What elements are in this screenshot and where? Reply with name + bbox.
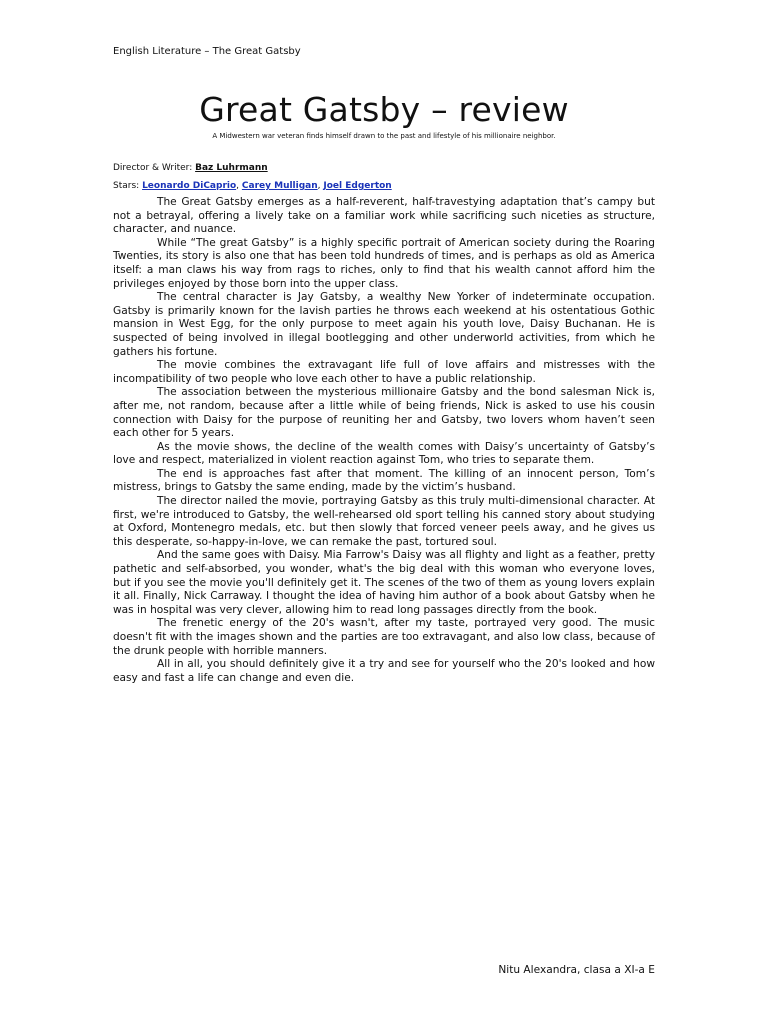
star-link-joel-edgerton[interactable]: Joel Edgerton	[323, 181, 392, 191]
paragraph: All in all, you should definitely give it a try and see for yourself who the 20's looked and how easy and fast a life can change and even die.	[113, 658, 655, 684]
stars-separator: ,	[317, 181, 324, 191]
star-link-leonardo-dicaprio[interactable]: Leonardo DiCaprio	[142, 181, 237, 191]
footer-author: Nitu Alexandra, clasa a XI-a E	[498, 964, 655, 976]
paragraph: The frenetic energy of the 20's wasn't, after my taste, portrayed very good. The music doesn't fit with the images shown and the parties are too extravagant, and also low class, because of the drunk people with horrible manners.	[113, 617, 655, 657]
star-link-carey-mulligan[interactable]: Carey Mulligan	[241, 181, 318, 191]
director-credit	[113, 163, 268, 173]
paragraph: The director nailed the movie, portraying Gatsby as this truly multi-dimensional character. At first, we're introduced to Gatsby, the well-rehearsed old sport telling his canned story about studying at Oxford, Montenegro medals, etc. but then slowly that forced veneer peels away, and he gives us this desperate, so-happy-in-love, we can remake the past, tortured soul.	[113, 495, 655, 548]
review-body	[113, 196, 655, 685]
paragraph: As the movie shows, the decline of the wealth comes with Daisy’s uncertainty of Gatsby’s love and respect, materialized in violent reaction against Tom, who tries to separate them.	[113, 440, 655, 467]
paragraph: While “The great Gatsby” is a highly specific portrait of American society during the Roaring Twenties, its story is also one that has been told hundreds of times, and is perhaps as old as America itself: a man claws his way from rags to riches, only to find that his wealth cannot afford him the privileges enjoyed by those born into the upper class.	[113, 236, 655, 290]
stars-credit	[113, 181, 392, 191]
paragraph: And the same goes with Daisy. Mia Farrow's Daisy was all flighty and light as a feather, pretty pathetic and self-absorbed, you wonder, what's the big deal with this woman who everyone loves, but if you see the movie you'll definitely get it. The scenes of the two of them as young lovers explain it all. Finally, Nick Carraway. I thought the idea of having him author of a book about Gatsby when he was in hospital was very clever, allowing him to read long passages directly from the book.	[113, 549, 655, 616]
director-name: Baz Luhrmann	[195, 163, 268, 173]
tagline: A Midwestern war veteran finds himself drawn to the past and lifestyle of his millionaire neighbor.	[212, 132, 556, 140]
running-header: English Literature – The Great Gatsby	[113, 46, 301, 57]
page-title: Great Gatsby – review	[199, 90, 569, 129]
stars-separator: ,	[236, 181, 242, 191]
paragraph: The Great Gatsby emerges as a half-reverent, half-travestying adaptation that’s campy but not a betrayal, offering a lively take on a familiar work while sacrificing such niceties as structure, character, and nuance.	[113, 196, 655, 236]
paragraph: The movie combines the extravagant life full of love affairs and mistresses with the incompatibility of two people who love each other to have a public relationship.	[113, 359, 655, 385]
paragraph: The end is approaches fast after that moment. The killing of an innocent person, Tom’s mistress, brings to Gatsby the same ending, made by the victim’s husband.	[113, 467, 655, 494]
paragraph: The central character is Jay Gatsby, a wealthy New Yorker of indeterminate occupation. Gatsby is primarily known for the lavish parties he throws each weekend at his ostentatious Gothic mansion in West Egg, for the only purpose to meet again his youth love, Daisy Buchanan. He is suspected of being involved in illegal bootlegging and other underworld activities, from which he gathers his fortune.	[113, 291, 655, 358]
paragraph: The association between the mysterious millionaire Gatsby and the bond salesman Nick is, after me, not random, because after a little while of being friends, Nick is asked to use his cousin connection with Daisy for the purpose of reuniting her and Gatsby, two lovers whom haven’t seen each other for 5 years.	[113, 386, 655, 440]
director-label: Director & Writer:	[113, 163, 193, 173]
stars-label: Stars:	[113, 181, 140, 191]
